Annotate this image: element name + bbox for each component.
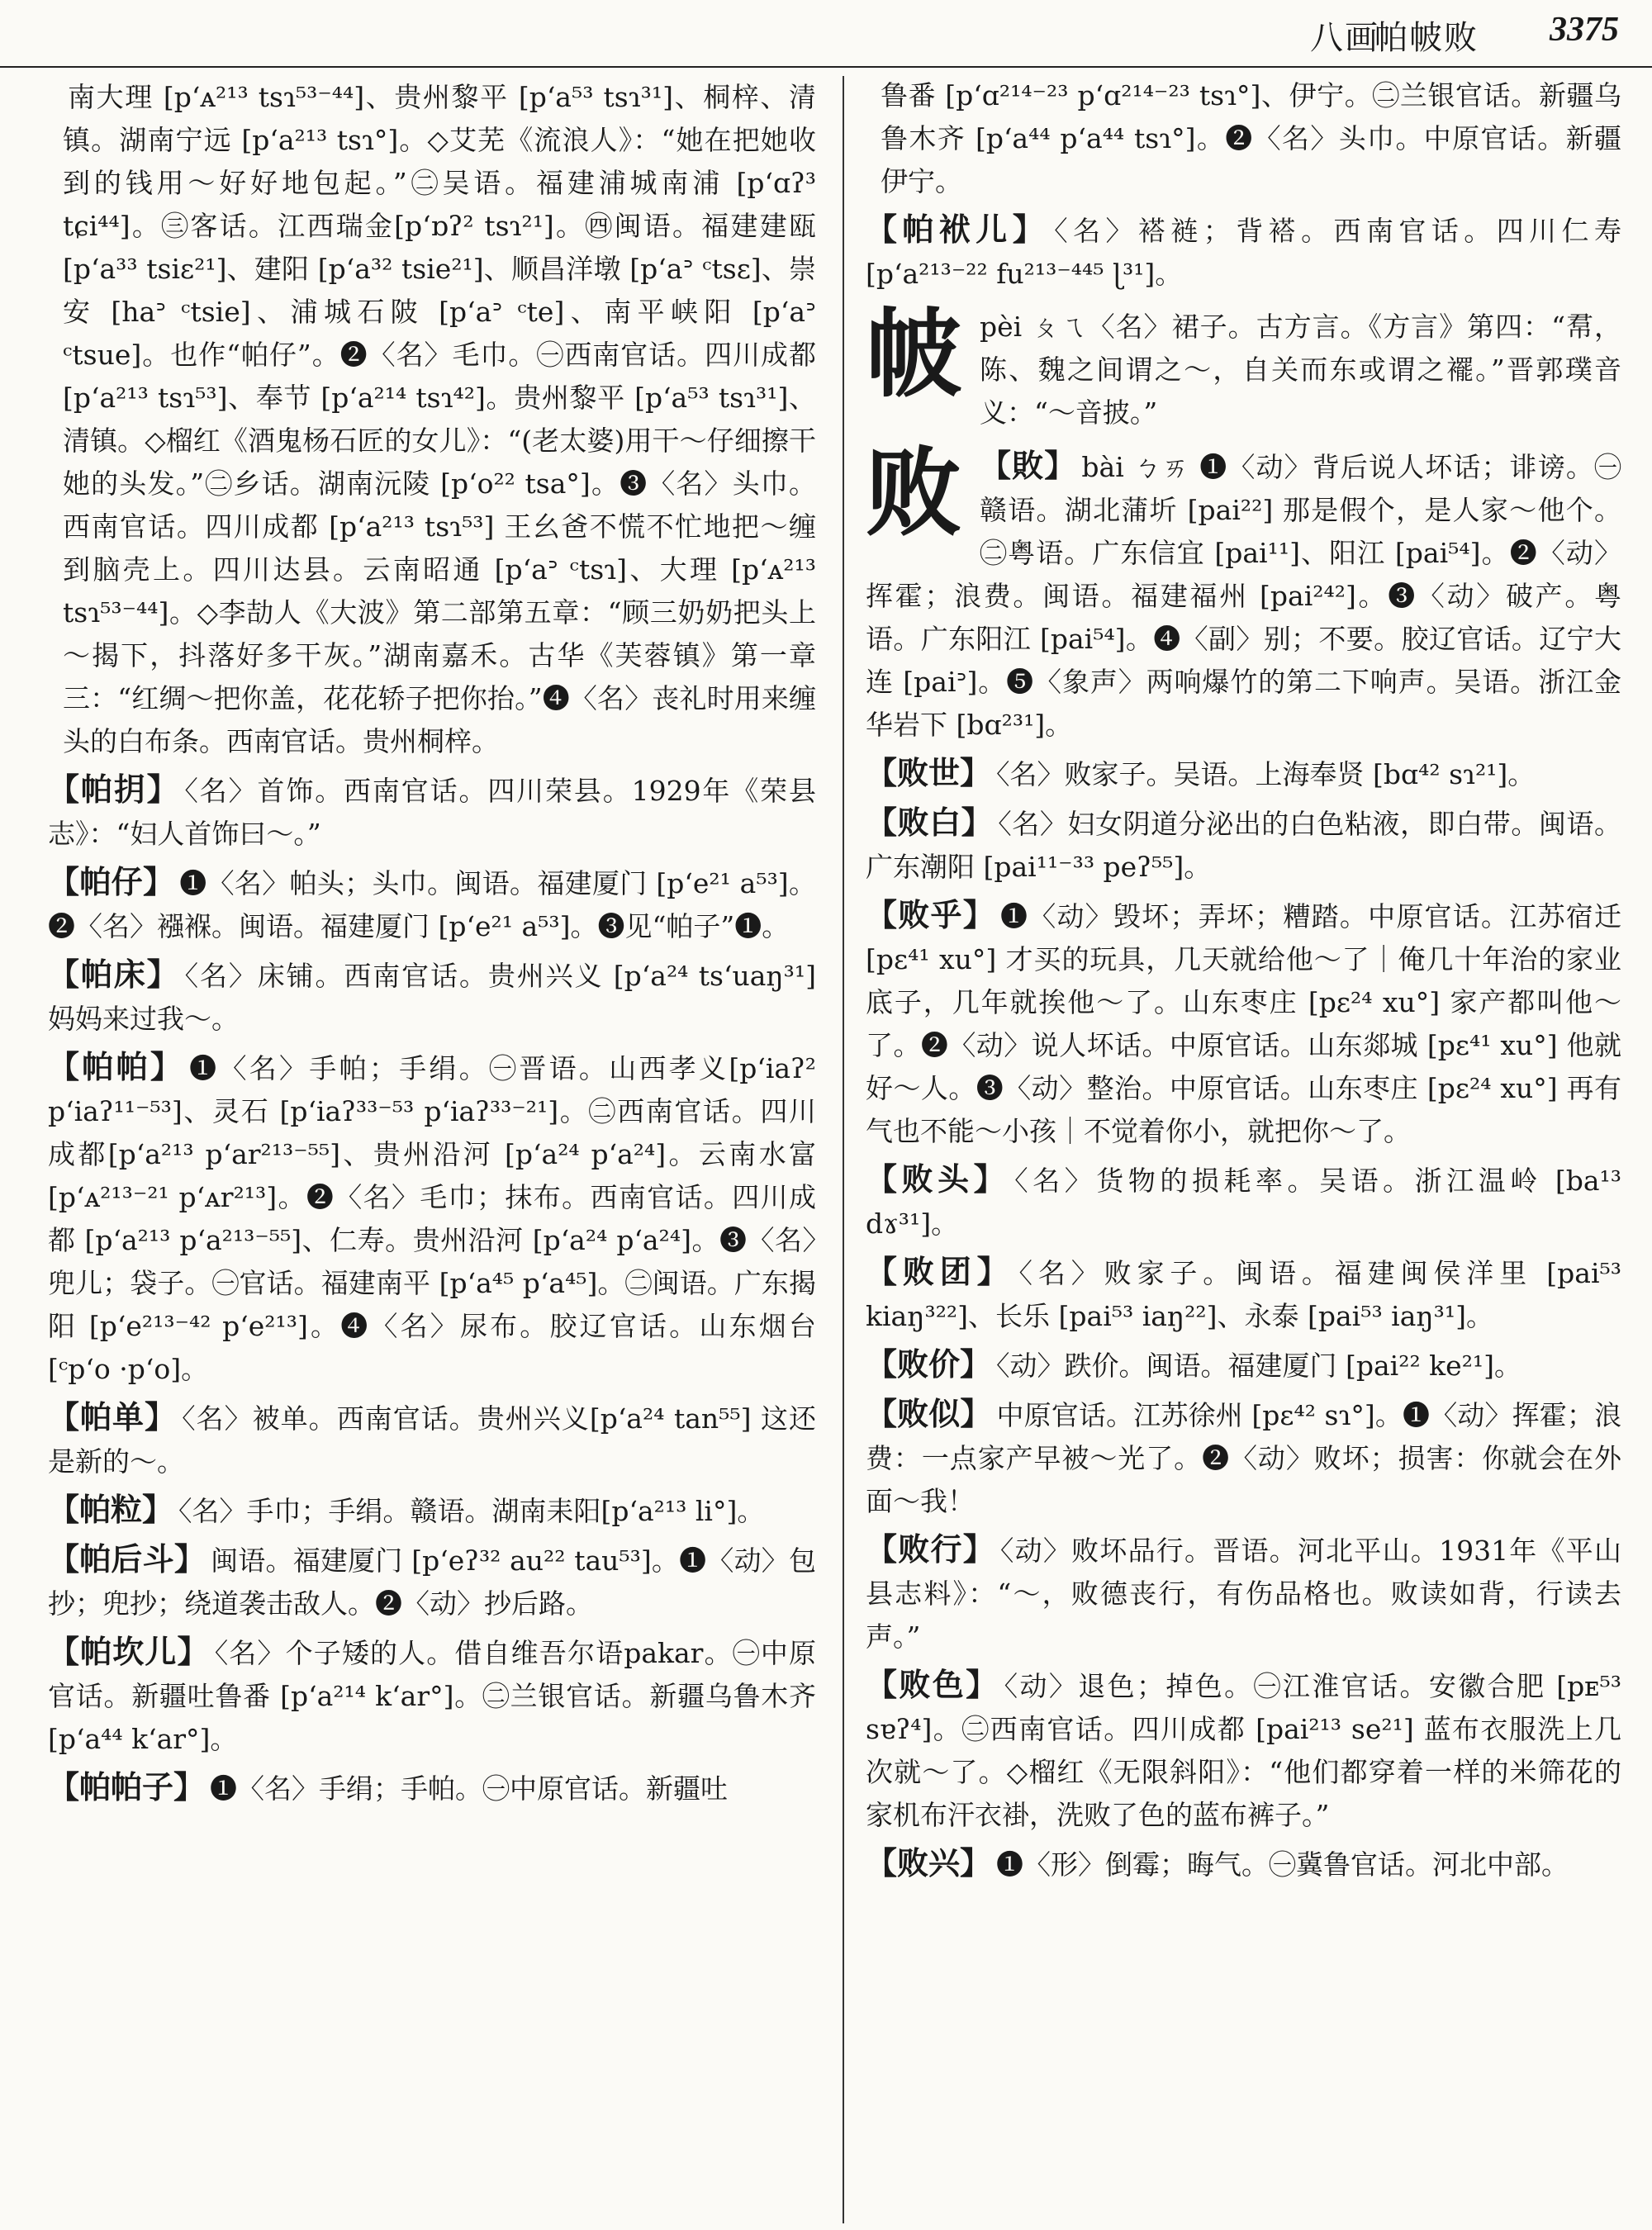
entry-definition: 〈名〉褡裢；背褡。西南官话。四川仁寿 [pʻa²¹³⁻²² fu²¹³⁻⁴⁴⁵ ɭ³¹]。 <box>866 215 1621 290</box>
entry-definition: 〈名〉首饰。西南官话。四川荣县。1929年《荣县志》：“妇人首饰曰～。” <box>48 775 816 850</box>
entry-headword: 【帕帕子】 <box>48 1768 206 1805</box>
entry-headword: 【帕袱儿】 <box>866 211 1050 248</box>
entry-definition: 〈名〉败家子。吴语。上海奉贤 [bɑ⁴² sɿ²¹]。 <box>996 758 1536 790</box>
entry-definition: bài ㄅㄞ ❶〈动〉背后说人坏话；诽谤。㊀赣语。湖北蒲圻 [pai²²] 那是假个，是人家～他个。㊁粤语。广东信宜 [pai¹¹]、阳江 [pai⁵⁴]。❷〈动〉挥霍；浪费。闽语。福建福州 [pai²⁴²]。❸〈动〉破产。粤语。广东阳江 [pai⁵⁴]。❹〈副〉别；不要。胶辽官话。辽宁大连 [paiᐣ]。❺〈象声〉两响爆竹的第二下响声。吴语。浙江金华岩下 [bɑ²³¹]。 <box>866 451 1621 741</box>
dictionary-entry <box>866 1663 1621 1837</box>
dictionary-entry <box>866 752 1621 796</box>
entry-headword: 【帕床】 <box>48 956 180 993</box>
column-divider <box>843 76 844 2223</box>
entry-headword: 【帕抈】 <box>48 771 180 808</box>
header-characters: 帕帔败 <box>1374 19 1479 57</box>
entry-headword: 【败世】 <box>866 754 992 791</box>
entry-definition: ❶〈形〉倒霉；晦气。㊀冀鲁官话。河北中部。 <box>996 1848 1569 1881</box>
entry-headword: 【败色】 <box>866 1666 999 1703</box>
entry-definition: 闽语。福建厦门 [pʻeʔ³² au²² tau⁵³]。❶〈动〉包抄；兜抄；绕道袭击敌人。❷〈动〉抄后路。 <box>48 1544 816 1620</box>
entry-headword: 【帕帕】 <box>48 1048 185 1085</box>
entry-definition: 〈名〉个子矮的人。借自维吾尔语pakar。㊀中原官话。新疆吐鲁番 [pʻa²¹⁴ kʻar°]。㊁兰银官话。新疆乌鲁木齐 [pʻa⁴⁴ kʻar°]。 <box>48 1637 816 1755</box>
dictionary-entry <box>866 801 1621 889</box>
entry-headword: 【帕后斗】 <box>48 1540 206 1578</box>
left-column <box>48 74 816 2222</box>
entry-headword: 【败乎】 <box>866 896 995 933</box>
traditional-form: 【敗】 <box>980 447 1077 484</box>
entry-definition: 〈名〉手巾；手绢。赣语。湖南耒阳[pʻa²¹³ li°]。 <box>178 1495 765 1527</box>
dictionary-entry <box>48 1488 816 1533</box>
character-entry <box>866 298 1621 434</box>
dictionary-entry <box>48 953 816 1041</box>
entry-headword: 【败白】 <box>866 804 994 841</box>
dictionary-entry <box>866 1842 1621 1886</box>
dictionary-entry <box>866 1528 1621 1658</box>
character-headword: 帔 <box>866 298 961 410</box>
entry-headword: 【败价】 <box>866 1345 992 1383</box>
entry-definition: pèi ㄆㄟ〈名〉裙子。古方言。《方言》第四：“帬，陈、魏之间谓之～，自关而东或谓之襬。”晋郭璞音义：“～音披。” <box>980 311 1621 429</box>
entry-definition: 〈名〉货物的损耗率。吴语。浙江温岭 [ba¹³ dɤ³¹]。 <box>866 1165 1621 1240</box>
entry-headword: 【败行】 <box>866 1530 995 1568</box>
dictionary-entry <box>866 1250 1621 1338</box>
dictionary-entry <box>48 1046 816 1391</box>
entry-headword: 【败似】 <box>866 1395 992 1432</box>
entry-definition: 〈名〉败家子。闽语。福建闽侯洋里 [pai⁵³ kiaŋ³²²]、长乐 [pai⁵³ iaŋ²²]、永泰 [pai⁵³ iaŋ³¹]。 <box>866 1257 1621 1332</box>
entry-headword: 【帕坎儿】 <box>48 1633 210 1670</box>
entry-headword: 【败兴】 <box>866 1844 992 1881</box>
entry-definition: ❶〈名〉手绢；手帕。㊀中原官话。新疆吐 <box>210 1772 729 1805</box>
entry-definition: 〈名〉被单。西南官话。贵州兴义[pʻa²⁴ tan⁵⁵] 这还是新的～。 <box>48 1402 816 1478</box>
character-headword: 败 <box>866 437 961 549</box>
header-section: 八画 <box>1310 19 1379 57</box>
dictionary-entry <box>866 1393 1621 1523</box>
dictionary-entry <box>48 1538 816 1625</box>
character-entry <box>866 439 1621 747</box>
entry-headword: 【败团】 <box>866 1253 1014 1290</box>
entry-headword: 【帕仔】 <box>48 863 175 900</box>
entry-definition: ❶〈动〉毁坏；弄坏；糟踏。中原官话。江苏宿迁 [pɛ⁴¹ xu°] 才买的玩具，几天就给他～了｜俺几十年治的家业底子，几年就挨他～了。山东枣庄 [pɛ²⁴ xu°] 家产都叫他～了。❷〈动〉说人坏话。中原官话。山东郯城 [pɛ⁴¹ xu°] 他就好～人。❸〈动〉整治。中原官话。山东枣庄 [pɛ²⁴ xu°] 再有气也不能～小孩｜不觉着你小，就把你～了。 <box>866 900 1621 1147</box>
dictionary-entry <box>866 1158 1621 1245</box>
entry-definition: 〈动〉跌价。闽语。福建厦门 [pai²² ke²¹]。 <box>996 1350 1522 1382</box>
dictionary-entry <box>866 74 1621 203</box>
entry-headword: 【帕单】 <box>48 1398 178 1435</box>
entry-definition: 〈动〉败坏品行。晋语。河北平山。1931年《平山县志料》：“～，败德丧行，有伤品格也。败读如背，行读去声。” <box>866 1535 1621 1653</box>
dictionary-entry <box>866 894 1621 1153</box>
dictionary-entry <box>48 768 816 856</box>
entry-headword: 【帕粒】 <box>48 1491 174 1528</box>
entry-definition: ❶〈名〉手帕；手绢。㊀晋语。山西孝义[pʻiaʔ² pʻiaʔ¹¹⁻⁵³]、灵石 [pʻiaʔ³³⁻⁵³ pʻiaʔ³³⁻²¹]。㊁西南官话。四川成都[pʻa²¹³ pʻar²¹³⁻⁵⁵]、贵州沿河 [pʻa²⁴ pʻa²⁴]。云南水富 [pʻᴀ²¹³⁻²¹ pʻᴀr²¹³]。❷〈名〉毛巾；抹布。西南官话。四川成都 [pʻa²¹³ pʻa²¹³⁻⁵⁵]、仁寿。贵州沿河 [pʻa²⁴ pʻa²⁴]。❸〈名〉兜儿；袋子。㊀官话。福建南平 [pʻa⁴⁵ pʻa⁴⁵]。㊁闽语。广东揭阳 [pʻe²¹³⁻⁴² pʻe²¹³]。❹〈名〉尿布。胶辽官话。山东烟台 [ᶜpʻo ·pʻo]。 <box>48 1052 816 1385</box>
entry-definition: 〈名〉妇女阴道分泌出的白色粘液，即白带。闽语。广东潮阳 [pai¹¹⁻³³ peʔ⁵⁵]。 <box>866 808 1621 883</box>
entry-definition: 南大理 [pʻᴀ²¹³ tsɿ⁵³⁻⁴⁴]、贵州黎平 [pʻa⁵³ tsɿ³¹]、桐梓、清镇。湖南宁远 [pʻa²¹³ tsɿ°]。◇艾芜《流浪人》：“她在把她收到的钱用～好好地包起。”㊁吴语。福建浦城南浦 [pʻɑʔ³ tɕi⁴⁴]。㊂客话。江西瑞金[pʻɒʔ² tsɿ²¹]。㊃闽语。福建建瓯[pʻa³³ tsiɛ²¹]、建阳 [pʻa³² tsie²¹]、顺昌洋墩 [pʻaᐣ ᶜtsɛ]、崇安 [haᐣ ᶜtsie]、浦城石陂 [pʻaᐣ ᶜte]、南平峡阳 [pʻaᐣ ᶜtsue]。也作“帕仔”。❷〈名〉毛巾。㊀西南官话。四川成都 [pʻa²¹³ tsɿ⁵³]、奉节 [pʻa²¹⁴ tsɿ⁴²]。贵州黎平 [pʻa⁵³ tsɿ³¹]、清镇。◇榴红《酒鬼杨石匠的女儿》：“(老太婆)用干～仔细擦干她的头发。”㊁乡话。湖南沅陵 [pʻo²² tsa°]。❸〈名〉头巾。西南官话。四川成都 [pʻa²¹³ tsɿ⁵³] 王幺爸不慌不忙地把～缠到脑壳上。四川达县。云南昭通 [pʻaᐣ ᶜtsɿ]、大理 [pʻᴀ²¹³ tsɿ⁵³⁻⁴⁴]。◇李劼人《大波》第二部第五章：“顾三奶奶把头上～揭下，抖落好多干灰。”湖南嘉禾。古华《芙蓉镇》第一章三：“红绸～把你盖，花花轿子把你抬。”❹〈名〉丧礼时用来缠头的白布条。西南官话。贵州桐梓。 <box>63 81 816 757</box>
entry-definition: 鲁番 [pʻɑ²¹⁴⁻²³ pʻɑ²¹⁴⁻²³ tsɿ°]、伊宁。㊁兰银官话。新疆乌鲁木齐 [pʻa⁴⁴ pʻa⁴⁴ tsɿ°]。❷〈名〉头巾。中原官话。新疆伊宁。 <box>881 79 1621 197</box>
entry-definition: ❶〈名〉帕头；头巾。闽语。福建厦门 [pʻe²¹ a⁵³]。❷〈名〉襁褓。闽语。福建厦门 [pʻe²¹ a⁵³]。❸见“帕子”❶。 <box>48 867 816 942</box>
dictionary-entry <box>48 861 816 948</box>
entry-definition: 〈动〉退色；掉色。㊀江淮官话。安徽合肥 [pᴇ⁵³ sɐʔ⁴]。㊁西南官话。四川成都 [pai²¹³ se²¹] 蓝布衣服洗上几次就～了。◇榴红《无限斜阳》：“他们都穿着一样的米筛花的家机布汗衣褂，洗败了色的蓝布裤子。” <box>866 1670 1621 1831</box>
page-number: 3375 <box>1550 11 1619 49</box>
entry-headword: 【败头】 <box>866 1160 1010 1198</box>
dictionary-entry <box>866 1343 1621 1388</box>
dictionary-entry <box>866 208 1621 296</box>
dictionary-entry <box>48 1630 816 1761</box>
right-column <box>866 74 1621 2222</box>
entry-definition: 中原官话。江苏徐州 [pɛ⁴² sɿ°]。❶〈动〉挥霍；浪费：一点家产早被～光了。❷〈动〉败坏；损害：你就会在外面～我！ <box>866 1399 1621 1517</box>
dictionary-entry <box>48 1396 816 1483</box>
dictionary-entry <box>48 74 816 763</box>
dictionary-entry <box>48 1766 816 1810</box>
entry-definition: 〈名〉床铺。西南官话。贵州兴义 [pʻa²⁴ tsʻuaŋ³¹] 妈妈来过我～。 <box>48 960 816 1035</box>
page-header <box>0 0 1652 68</box>
